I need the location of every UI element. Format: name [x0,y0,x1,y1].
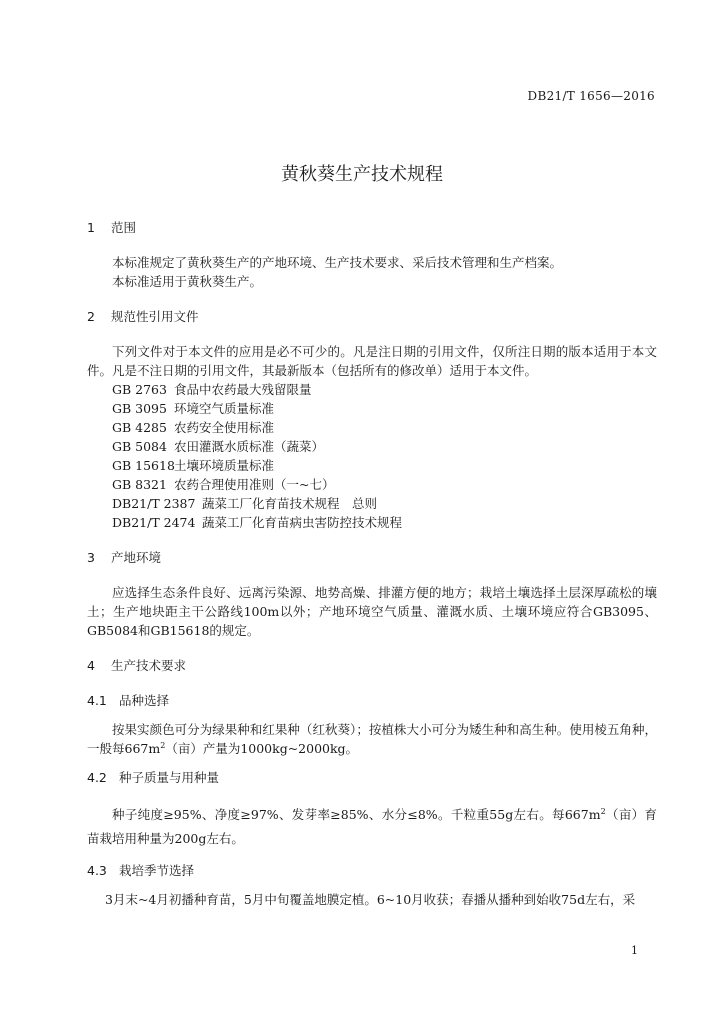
section-title: 生产技术要求 [110,658,186,673]
section-4-heading [87,656,657,675]
section-number: 4.3 [87,863,107,878]
document-body [87,218,657,909]
section-4-1-heading [87,691,657,710]
section-number: 1 [87,220,95,235]
paragraph-text: 种子纯度≥95%、净度≥97%、发芽率≥85%、水分≤8%。千粒重55g左右。每667m [112,807,601,822]
reference-name: 农田灌溉水质标准（蔬菜） [174,439,325,454]
paragraph: 下列文件对于本文件的应用是必不可少的。凡是注日期的引用文件，仅所注日期的版本适用于本文件。凡是不注日期的引用文件，其最新版本（包括所有的修改单）适用于本文件。 [87,344,657,378]
document-title: 黄秋葵生产技术规程 [281,164,443,185]
section-title: 种子质量与用种量 [118,770,219,785]
standard-code: DB21/T 1656—2016 [527,89,655,103]
section-2-heading [87,307,657,326]
superscript: 2 [600,806,606,816]
section-title: 品种选择 [118,693,169,708]
reference-item [87,513,657,532]
reference-item [87,418,657,437]
reference-item [87,399,657,418]
paragraph-text: （亩）育苗栽培用种量为200g左右。 [87,807,657,846]
section-number: 2 [87,309,95,324]
page-number: 1 [631,944,638,957]
section-title: 规范性引用文件 [110,309,199,324]
paragraph-text: （亩）产量为1000kg~2000kg。 [165,741,359,756]
reference-code: GB 15618 [112,458,175,473]
reference-name: 蔬菜工厂化育苗病虫害防控技术规程 [202,515,403,530]
reference-code: DB21/T 2387 [112,496,196,511]
paragraph: 应选择生态条件良好、远离污染源、地势高燥、排灌方便的地方；栽培土壤选择土层深厚疏松的壤土；生产地块距主干公路线100m以外；产地环境空气质量、灌溉水质、土壤环境应符合GB3095、GB5084和GB15618的规定。 [87,585,657,638]
reference-item [87,475,657,494]
paragraph-text: 按果实颜色可分为绿果种和红果种（红秋葵）；按植株大小可分为矮生种和高生种。使用棱五角种，一般每667m [87,722,657,756]
paragraph [87,720,657,758]
superscript: 2 [160,740,166,750]
section-number: 4 [87,658,95,673]
reference-code: GB 2763 [112,382,167,397]
reference-name: 环境空气质量标准 [174,401,275,416]
reference-item [87,437,657,456]
reference-code: GB 5084 [112,439,167,454]
section-4-2-heading [87,768,657,787]
section-4-3-heading [87,861,657,880]
paragraph: 本标准适用于黄秋葵生产。 [112,274,263,289]
reference-code: DB21/T 2474 [112,515,196,530]
reference-name: 食品中农药最大残留限量 [174,382,312,397]
reference-code: GB 4285 [112,420,167,435]
paragraph [87,803,657,851]
section-title: 栽培季节选择 [118,863,194,878]
reference-code: GB 8321 [112,477,167,492]
section-title: 范围 [110,220,136,235]
reference-name: 农药安全使用标准 [174,420,275,435]
reference-item [87,494,657,513]
section-number: 3 [87,550,95,565]
section-number: 4.2 [87,770,107,785]
reference-name: 农药合理使用准则（一~七） [174,477,335,492]
reference-item [87,456,657,475]
paragraph: 3月末~4月初播种育苗，5月中旬覆盖地膜定植。6~10月收获；春播从播种到始收75d左右，采 [105,892,636,907]
paragraph: 本标准规定了黄秋葵生产的产地环境、生产技术要求、采后技术管理和生产档案。 [112,255,563,270]
reference-name: 土壤环境质量标准 [174,458,275,473]
reference-code: GB 3095 [112,401,167,416]
reference-item [87,380,657,399]
section-number: 4.1 [87,693,107,708]
section-title: 产地环境 [110,550,161,565]
section-1-heading [87,218,657,237]
section-3-heading [87,548,657,567]
reference-name: 蔬菜工厂化育苗技术规程 总则 [202,496,378,511]
